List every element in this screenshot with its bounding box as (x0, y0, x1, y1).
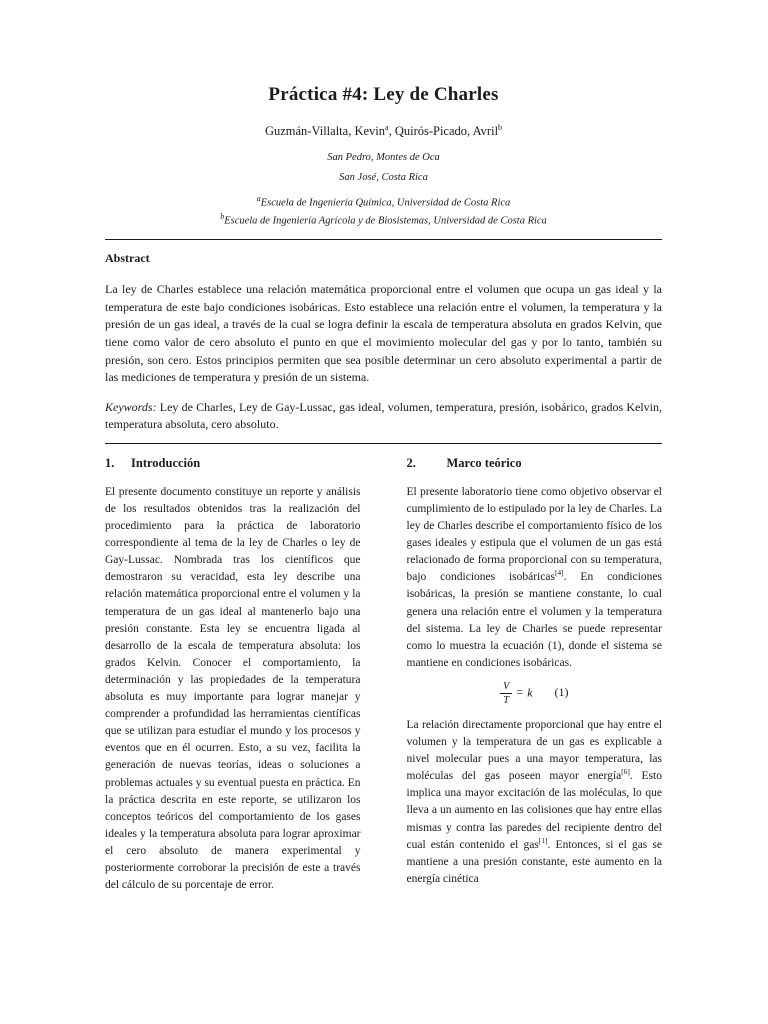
two-column-body (105, 456, 662, 894)
section-2-heading (407, 456, 663, 471)
authors-line (105, 123, 662, 139)
constant-k: k (527, 685, 533, 700)
section-2-paragraph-2 (407, 717, 663, 888)
equals-sign: = (516, 685, 524, 700)
affiliation-a-mark: a (256, 194, 261, 204)
p2-text-1: La relación directamente proporcional que hay entre el volumen y la temperatura de un gas es explicable a nivel molecular pues a una mayor temperatura, las moléculas del gas poseen mayor energía (406, 718, 662, 783)
fraction-v-over-t (500, 681, 512, 706)
author-1-affiliation-mark: a (385, 123, 389, 132)
keywords-label: Keywords: (105, 399, 157, 414)
equation-number: (1) (554, 685, 569, 700)
affiliation-b (105, 212, 662, 227)
section-2-paragraph-1 (407, 484, 663, 672)
affiliations (105, 194, 662, 226)
abstract-divider (105, 443, 662, 444)
document-page (105, 0, 662, 894)
citation-4: [4] (554, 568, 564, 578)
citation-1: [1] (538, 835, 548, 845)
section-1-heading (105, 456, 361, 471)
column-left (105, 456, 361, 894)
author-2: , Quirós-Picado, Avril (388, 124, 499, 139)
affiliation-a-text: Escuela de Ingeniería Química, Universidad de Costa Rica (260, 197, 511, 209)
p1-text-1: El presente laboratorio tiene como objetivo observar el cumplimiento de lo estipulado por la ley de Charles. La ley de Charles describe el comportamiento físico de los gases ideales y estipula que el volumen de un gas está relacionado de forma proporcional con su temperatura, bajo condiciones isobáricas (406, 485, 662, 584)
section-1-paragraph: El presente documento constituye un reporte y análisis de los resultados obtenidos tras la realización del procedimiento para la práctica de laboratorio correspondiente al tema de la ley de Charles o ley de Gay-Lussac. Nombrada tras los científicos que demostraron su veracidad, esta ley describe una relación matemática proporcional entre el volumen y la temperatura de un gas ideal al mantenerlo bajo una presión constante. Esta ley se encuentra ligada al desarrollo de la escala de temperatura absoluta: los grados Kelvin. Conocer el comportamiento, la determinación y las propiedades de la temperatura absoluta es muy importante para lograr manejar y comprender a profundidad las herramientas científicas que se utilizan para estudiar el mundo y los procesos y eventos que en él ocurren. Esto, a su vez, facilita la generación de nuevas teorías, ideas o soluciones a problemas actuales y su eventual puesta en práctica. En la práctica descrita en este reporte, se utilizaron los conceptos teóricos del comportamiento de los gases ideales y la temperatura absoluta para lograr aproximar el cero absoluto de manera experimental y posteriormente corroborar la precisión de este a través del cálculo de su porcentaje de error. (105, 485, 361, 892)
p2-text-3: . Entonces, si el gas se mantiene a una presión constante, este aumento en la energía cinética (406, 838, 662, 885)
p1-text-2: . En condiciones isobáricas, la presión se mantiene constante, lo cual genera una relación entre el volumen y la temperatura del sistema. La ley de Charles se puede representar como lo muestra la ecuación (1), donde el sistema se mantiene en condiciones isobáricas. (406, 571, 662, 669)
abstract-paragraph: La ley de Charles establece una relación matemática proporcional entre el volumen que ocupa un gas ideal y la temperatura de este bajo condiciones isobáricas. Esto establece una relación entre el volumen, la temperatura y la presión de un gas ideal, a través de la cual se logra definir la escala de temperatura absoluta en grados Kelvin, que tiene como valor de cero absoluto el punto en que el movimiento molecular del gas y por lo tanto, también su presión, son cero. Estos principios permiten que sea posible determinar un cero absoluto experimental a partir de las mediciones de temperatura y presión de un sistema. (105, 282, 662, 385)
keywords-line (105, 399, 662, 434)
header-divider (105, 239, 662, 240)
author-2-affiliation-mark: b (498, 123, 503, 132)
p2-text-2: . Esto implica una mayor excitación de las moléculas, lo que lleva a un aumento en las colisiones que hay entre ellas mismas y contra las paredes del recipiente dentro del cual están contenido el gas (406, 770, 662, 851)
citation-6: [6] (621, 767, 630, 777)
abstract-heading: Abstract (105, 251, 150, 266)
location-line-1: San Pedro, Montes de Oca (327, 152, 440, 164)
section-2-title: Marco teórico (446, 455, 522, 470)
author-1: Guzmán-Villalta, Kevin (264, 124, 385, 139)
page-title: Práctica #4: Ley de Charles (268, 84, 499, 105)
section-1-title: Introducción (131, 455, 201, 470)
affiliation-a (105, 194, 662, 209)
fraction-denominator: T (503, 694, 510, 706)
affiliation-b-mark: b (220, 211, 225, 221)
column-right (407, 456, 663, 894)
keywords-text: Ley de Charles, Ley de Gay-Lussac, gas ideal, volumen, temperatura, presión, isobárico, grados Kelvin, temperatura absoluta, cero absoluto. (105, 399, 662, 432)
location-line-2: San José, Costa Rica (339, 172, 428, 184)
section-2-number: 2. (406, 455, 416, 470)
affiliation-b-text: Escuela de Ingeniería Agrícola y de Biosistemas, Universidad de Costa Rica (224, 215, 547, 227)
section-1-number: 1. (105, 455, 115, 470)
equation-1 (407, 681, 663, 706)
fraction-numerator: V (500, 681, 512, 694)
